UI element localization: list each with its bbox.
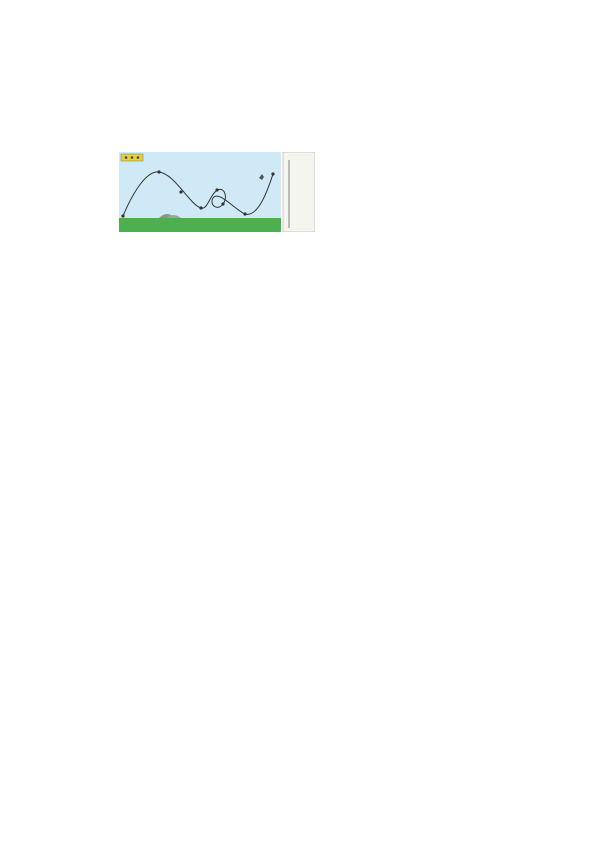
toolbar-dot-icon <box>131 156 134 159</box>
control-point-icon <box>221 202 224 205</box>
control-point-icon <box>121 214 124 217</box>
skate-park-simulation-image <box>119 152 315 232</box>
control-point-icon <box>179 190 182 193</box>
energy-panel <box>283 152 315 232</box>
toolbar-dot-icon <box>125 156 128 159</box>
ground <box>119 218 281 232</box>
control-point-icon <box>271 172 274 175</box>
control-point-icon <box>215 188 218 191</box>
control-point-icon <box>157 170 160 173</box>
control-point-icon <box>199 206 202 209</box>
toolbar-dot-icon <box>137 156 140 159</box>
simulation-svg <box>119 152 315 232</box>
control-point-icon <box>243 212 246 215</box>
